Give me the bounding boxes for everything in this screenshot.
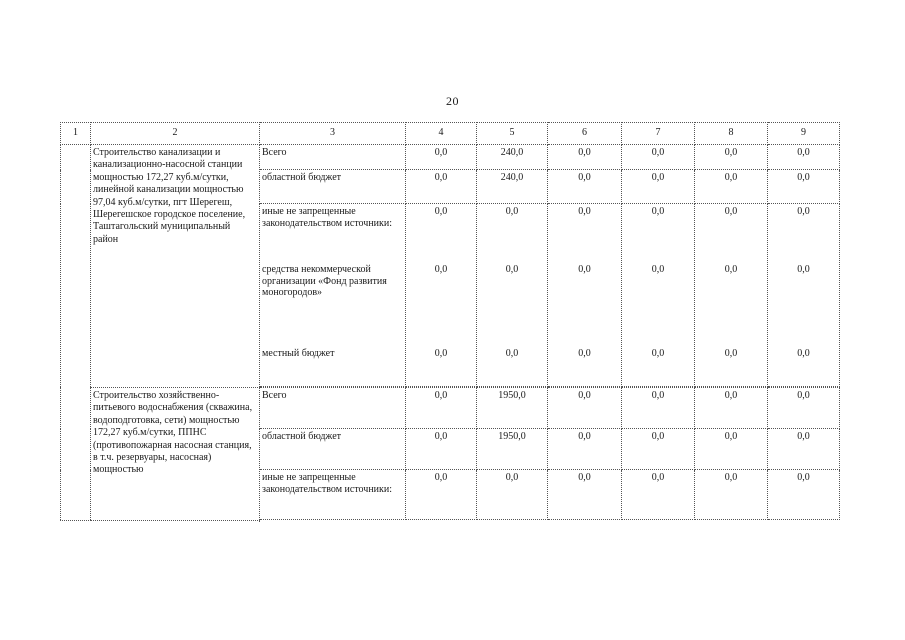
value-cell: 0,0 <box>651 348 665 359</box>
table-row <box>61 145 840 170</box>
value-cell: 0,0 <box>651 206 665 217</box>
header-cell: 2 <box>91 123 260 145</box>
value-cell: 0,0 <box>578 348 591 359</box>
value-cell-group <box>768 204 840 387</box>
value-cell: 0,0 <box>768 429 840 470</box>
value-cell: 0,0 <box>505 206 519 217</box>
value-cell: 0,0 <box>724 206 738 217</box>
value-cell: 0,0 <box>695 388 768 429</box>
value-cell: 0,0 <box>695 470 768 520</box>
funding-source: Всего <box>260 388 406 429</box>
value-cell: 0,0 <box>434 206 448 217</box>
table-row <box>61 388 840 429</box>
value-cell: 0,0 <box>797 264 810 275</box>
value-cell: 0,0 <box>434 348 448 359</box>
header-cell: 8 <box>695 123 768 145</box>
value-cell: 0,0 <box>622 145 695 170</box>
value-cell: 0,0 <box>724 264 738 275</box>
value-cell: 0,0 <box>548 170 622 204</box>
funding-table <box>60 122 840 521</box>
value-cell: 0,0 <box>578 206 591 217</box>
value-cell: 0,0 <box>406 388 477 429</box>
value-cell: 0,0 <box>695 145 768 170</box>
header-cell: 1 <box>61 123 91 145</box>
value-cell: 0,0 <box>695 170 768 204</box>
value-cell: 0,0 <box>548 429 622 470</box>
value-cell: 0,0 <box>548 145 622 170</box>
value-cell: 0,0 <box>797 348 810 359</box>
spacer <box>260 520 840 521</box>
value-cell-group <box>695 204 768 387</box>
funding-source: Всего <box>260 145 406 170</box>
value-cell: 0,0 <box>406 470 477 520</box>
value-cell: 0,0 <box>434 264 448 275</box>
funding-source-group <box>260 204 406 387</box>
value-cell: 0,0 <box>622 470 695 520</box>
project-description: Строительство канализации и канализационно-насосной станции мощностью 172,27 куб.м/сутки, линейной канализации мощностью 97,04 куб.м/сутки, пгт Шерегеш, Шерегешское городское поселение, Таштагольский муниципальный район <box>91 145 260 388</box>
value-cell: 0,0 <box>768 145 840 170</box>
value-cell: 0,0 <box>578 264 591 275</box>
page-number: 20 <box>446 94 459 108</box>
row-number-cell <box>61 145 91 521</box>
header-cell: 5 <box>477 123 548 145</box>
value-cell: 0,0 <box>797 206 810 217</box>
header-cell: 7 <box>622 123 695 145</box>
funding-subsource: местный бюджет <box>262 348 335 359</box>
value-cell: 0,0 <box>505 264 519 275</box>
value-cell: 0,0 <box>768 470 840 520</box>
value-cell: 0,0 <box>505 348 519 359</box>
funding-subsource: средства некоммерческой организации «Фонд развития моногородов» <box>262 264 387 298</box>
value-cell: 0,0 <box>724 348 738 359</box>
funding-source: иные не запрещенные законодательством источники: <box>262 206 393 229</box>
header-cell: 4 <box>406 123 477 145</box>
value-cell-group <box>548 204 622 387</box>
value-cell-group <box>406 204 477 387</box>
value-cell: 1950,0 <box>477 429 548 470</box>
value-cell: 240,0 <box>477 145 548 170</box>
funding-source: областной бюджет <box>260 429 406 470</box>
value-cell: 0,0 <box>548 388 622 429</box>
funding-source: областной бюджет <box>260 170 406 204</box>
value-cell: 0,0 <box>477 470 548 520</box>
value-cell: 0,0 <box>548 470 622 520</box>
value-cell: 0,0 <box>768 170 840 204</box>
value-cell: 0,0 <box>651 264 665 275</box>
funding-source: иные не запрещенные законодательством источники: <box>260 470 406 520</box>
value-cell-group <box>477 204 548 387</box>
value-cell: 240,0 <box>477 170 548 204</box>
value-cell: 1950,0 <box>477 388 548 429</box>
table-header-row <box>61 123 840 145</box>
value-cell: 0,0 <box>622 170 695 204</box>
value-cell-group <box>622 204 695 387</box>
header-cell: 6 <box>548 123 622 145</box>
value-cell: 0,0 <box>622 388 695 429</box>
value-cell: 0,0 <box>768 388 840 429</box>
project-description: Строительство хозяйственно-питьевого водоснабжения (скважина, водоподготовка, сети) мощностью 172,27 куб.м/сутки, ППНС (противопожарная насосная станция, в т.ч. резервуары, насосная) мощностью <box>91 388 260 521</box>
value-cell: 0,0 <box>406 429 477 470</box>
value-cell: 0,0 <box>406 145 477 170</box>
value-cell: 0,0 <box>695 429 768 470</box>
value-cell: 0,0 <box>622 429 695 470</box>
value-cell: 0,0 <box>406 170 477 204</box>
header-cell: 3 <box>260 123 406 145</box>
header-cell: 9 <box>768 123 840 145</box>
